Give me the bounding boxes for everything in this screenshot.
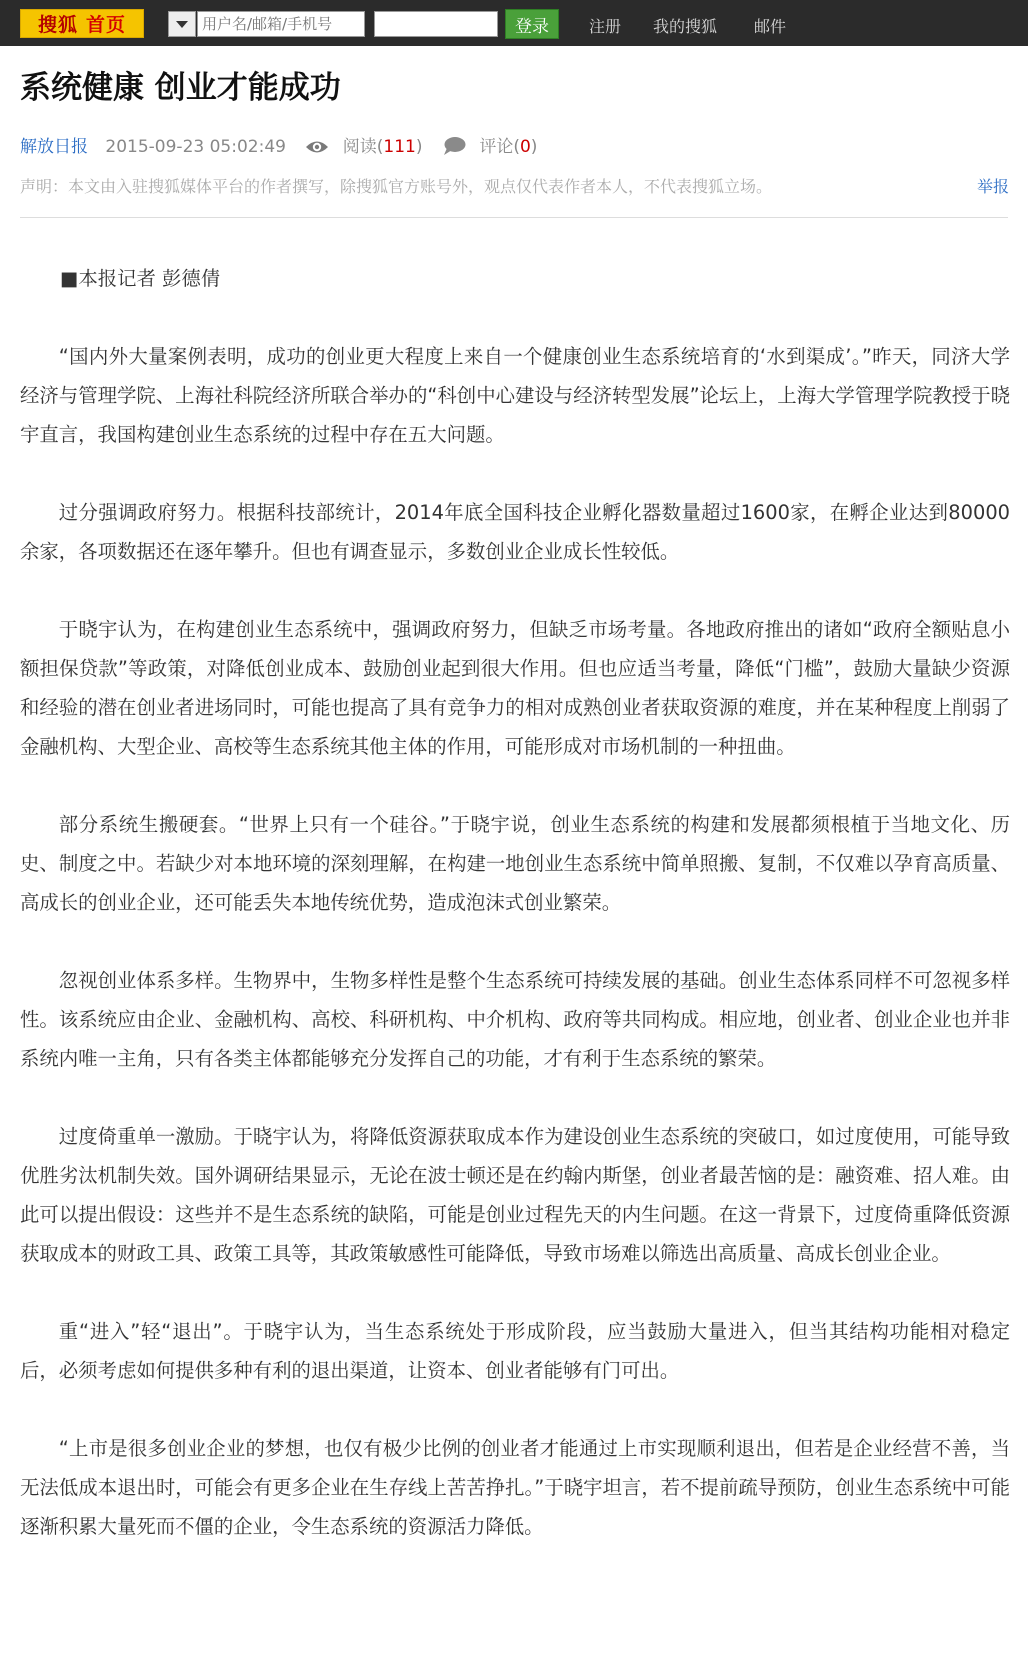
top-bar bbox=[0, 0, 1028, 46]
username-input[interactable] bbox=[197, 11, 365, 37]
reads-counter bbox=[343, 137, 423, 157]
comments-count: 0 bbox=[519, 137, 531, 157]
chevron-down-icon bbox=[176, 21, 188, 28]
article-paragraph: “上市是很多创业企业的梦想，也仅有极少比例的创业者才能通过上市实现顺利退出，但若是企业经营不善，当无法低成本退出时，可能会有更多企业在生存线上苦苦挣扎。”于晓宇坦言，若不提前疏导预防，创业生态系统中可能逐渐积累大量死而不僵的企业，令生态系统的资源活力降低。 bbox=[20, 1437, 1010, 1538]
article-paragraph: 部分系统生搬硬套。“世界上只有一个硅谷。”于晓宇说，创业生态系统的构建和发展都须根植于当地文化、历史、制度之中。若缺少对本地环境的深刻理解，在构建一地创业生态系统中简单照搬、复制，不仅难以孕育高质量、高成长的创业企业，还可能丢失本地传统优势，造成泡沫式创业繁荣。 bbox=[20, 813, 1010, 914]
register-link[interactable]: 注册 bbox=[589, 17, 622, 36]
reads-count: 111 bbox=[383, 137, 416, 157]
article-paragraph: 忽视创业体系多样。生物界中，生物多样性是整个生态系统可持续发展的基础。创业生态体系同样不可忽视多样性。该系统应由企业、金融机构、高校、科研机构、中介机构、政府等共同构成。相应地，创业者、创业企业也并非系统内唯一主角，只有各类主体都能够充分发挥自己的功能，才有利于生态系统的繁荣。 bbox=[20, 969, 1010, 1070]
header-divider bbox=[20, 217, 1008, 218]
comments-close: ) bbox=[530, 137, 538, 157]
comment-bubble-icon bbox=[442, 136, 466, 156]
article-body bbox=[20, 259, 1010, 1585]
logo-text-sohu: 搜狐 bbox=[37, 14, 78, 36]
password-input[interactable] bbox=[374, 11, 498, 37]
comments-counter[interactable] bbox=[479, 137, 537, 157]
disclaimer-notice: 声明：本文由入驻搜狐媒体平台的作者撰写，除搜狐官方账号外，观点仅代表作者本人，不代表搜狐立场。 bbox=[20, 177, 773, 196]
article-paragraph: 重“进入”轻“退出”。于晓宇认为，当生态系统处于形成阶段，应当鼓励大量进入，但当其结构功能相对稳定后，必须考虑如何提供多种有利的退出渠道，让资本、创业者能够有门可出。 bbox=[20, 1320, 1010, 1382]
comments-label: 评论( bbox=[479, 137, 520, 157]
reads-close: ) bbox=[415, 137, 423, 157]
source-link[interactable]: 解放日报 bbox=[20, 137, 88, 157]
logo-text-home: 首页 bbox=[86, 14, 127, 36]
reads-label: 阅读( bbox=[342, 137, 384, 157]
article-paragraph: “国内外大量案例表明，成功的创业更大程度上来自一个健康创业生态系统培育的‘水到渠成’。”昨天，同济大学经济与管理学院、上海社科院经济所联合举办的“科创中心建设与经济转型发展”论坛上，上海大学管理学院教授于晓宇直言，我国构建创业生态系统的过程中存在五大问题。 bbox=[20, 345, 1010, 446]
eye-icon bbox=[305, 139, 329, 155]
sohu-home-logo[interactable] bbox=[20, 9, 144, 38]
article-paragraph: 于晓宇认为，在构建创业生态系统中，强调政府努力，但缺乏市场考量。各地政府推出的诸如“政府全额贴息小额担保贷款”等政策，对降低创业成本、鼓励创业起到很大作用。但也应适当考量，降低“门槛”，鼓励大量缺少资源和经验的潜在创业者进场同时，可能也提高了具有竞争力的相对成熟创业者获取资源的难度，并在某种程度上削弱了金融机构、大型企业、高校等生态系统其他主体的作用，可能形成对市场机制的一种扭曲。 bbox=[20, 618, 1010, 758]
article-paragraph: 过度倚重单一激励。于晓宇认为，将降低资源获取成本作为建设创业生态系统的突破口，如过度使用，可能导致优胜劣汰机制失效。国外调研结果显示，无论在波士顿还是在约翰内斯堡，创业者最苦恼的是：融资难、招人难。由此可以提出假设：这些并不是生态系统的缺陷，可能是创业过程先天的内生问题。在这一背景下，过度倚重降低资源获取成本的财政工具、政策工具等，其政策敏感性可能降低，导致市场难以筛选出高质量、高成长创业企业。 bbox=[20, 1125, 1010, 1265]
login-type-dropdown[interactable] bbox=[168, 11, 196, 37]
report-link[interactable]: 举报 bbox=[976, 177, 1009, 196]
article-title: 系统健康 创业才能成功 bbox=[20, 70, 341, 106]
login-button[interactable]: 登录 bbox=[505, 9, 559, 39]
my-sohu-link[interactable]: 我的搜狐 bbox=[653, 17, 718, 36]
publish-datetime: 2015-09-23 05:02:49 bbox=[105, 137, 286, 157]
mail-link[interactable]: 邮件 bbox=[754, 17, 787, 36]
article-meta bbox=[20, 132, 537, 157]
article-paragraph: 过分强调政府努力。根据科技部统计，2014年底全国科技企业孵化器数量超过1600家，在孵企业达到80000余家，各项数据还在逐年攀升。但也有调查显示，多数创业企业成长性较低。 bbox=[20, 501, 1010, 563]
byline: ■本报记者 彭德倩 bbox=[60, 267, 221, 290]
